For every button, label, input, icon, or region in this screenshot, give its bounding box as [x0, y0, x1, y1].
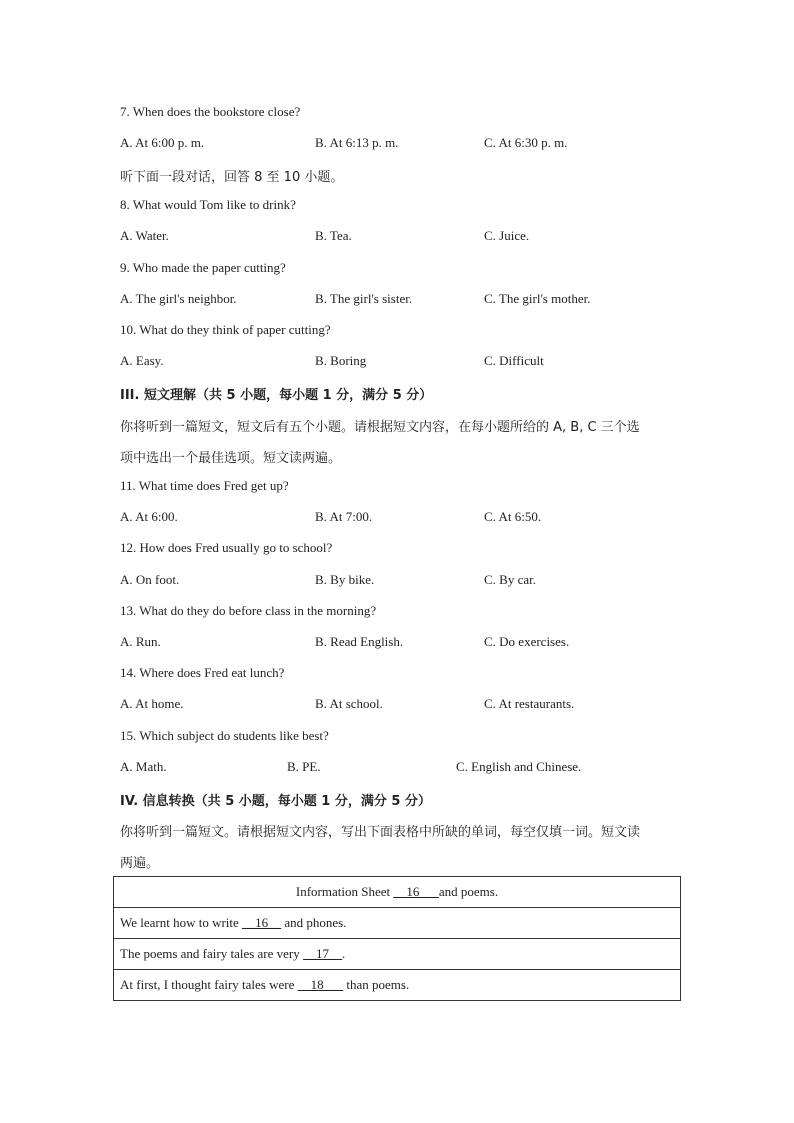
cell-text: .	[342, 946, 346, 961]
section-3-instruction-1: 你将听到一篇短文，短文后有五个小题。请根据短文内容，在每小题所给的 A, B, C 三个选	[120, 420, 640, 435]
table-cell	[114, 939, 681, 970]
q10-option-c: C. Difficult	[484, 353, 544, 368]
cell-text: The poems and fairy tales are very	[120, 946, 304, 961]
table-cell-header	[114, 877, 681, 908]
q13-option-a: A. Run.	[120, 634, 161, 649]
q11-option-b: B. At 7:00.	[315, 509, 373, 524]
blank-16[interactable]: __16___	[393, 884, 439, 899]
q14-option-a: A. At home.	[120, 696, 184, 711]
q8-option-a: A. Water.	[120, 228, 169, 243]
q13-option-c: C. Do exercises.	[484, 634, 570, 649]
question-8: 8. What would Tom like to drink?	[120, 197, 296, 212]
question-14: 14. Where does Fred eat lunch?	[120, 665, 285, 680]
section-3-instruction-2: 项中选出一个最佳选项。短文读两遍。	[120, 451, 342, 466]
section-4-heading: IV. 信息转换（共 5 小题，每小题 1 分，满分 5 分）	[120, 794, 431, 809]
q11-option-c: C. At 6:50.	[484, 509, 542, 524]
cell-text: and phones.	[281, 915, 347, 930]
q12-option-a: A. On foot.	[120, 572, 180, 587]
table-row	[114, 877, 681, 908]
q13-option-b: B. Read English.	[315, 634, 404, 649]
section-3-heading: III. 短文理解（共 5 小题，每小题 1 分，满分 5 分）	[120, 388, 433, 403]
question-11: 11. What time does Fred get up?	[120, 478, 289, 493]
instruction-8-10: 听下面一段对话，回答 8 至 10 小题。	[120, 170, 344, 185]
q15-option-a: A. Math.	[120, 759, 167, 774]
table-row	[114, 970, 681, 1001]
table-cell	[114, 970, 681, 1001]
cell-text: Information Sheet	[295, 884, 394, 899]
q12-option-c: C. By car.	[484, 572, 536, 587]
table-row	[114, 908, 681, 939]
q14-option-c: C. At restaurants.	[484, 696, 575, 711]
q7-option-b: B. At 6:13 p. m.	[315, 135, 399, 150]
q10-option-a: A. Easy.	[120, 353, 164, 368]
q12-option-b: B. By bike.	[315, 572, 375, 587]
q8-option-c: C. Juice.	[484, 228, 530, 243]
question-15: 15. Which subject do students like best?	[120, 728, 329, 743]
blank-16[interactable]: __16__	[242, 915, 282, 930]
cell-text: At first, I thought fairy tales were	[120, 977, 298, 992]
information-table	[113, 876, 681, 1001]
question-12: 12. How does Fred usually go to school?	[120, 540, 333, 555]
q7-option-c: C. At 6:30 p. m.	[484, 135, 568, 150]
q8-option-b: B. Tea.	[315, 228, 352, 243]
q14-option-b: B. At school.	[315, 696, 383, 711]
q15-option-b: B. PE.	[287, 759, 321, 774]
table-row	[114, 939, 681, 970]
q9-option-a: A. The girl's neighbor.	[120, 291, 237, 306]
question-7: 7. When does the bookstore close?	[120, 104, 301, 119]
blank-17[interactable]: __17__	[303, 946, 343, 961]
cell-text: than poems.	[343, 977, 410, 992]
q11-option-a: A. At 6:00.	[120, 509, 178, 524]
cell-text: We learnt how to write	[120, 915, 243, 930]
q7-option-a: A. At 6:00 p. m.	[120, 135, 205, 150]
blank-18[interactable]: __18___	[297, 977, 344, 992]
q15-option-c: C. English and Chinese.	[456, 759, 582, 774]
q10-option-b: B. Boring	[315, 353, 367, 368]
table-cell	[114, 908, 681, 939]
section-4-instruction-2: 两遍。	[120, 856, 160, 871]
question-10: 10. What do they think of paper cutting?	[120, 322, 331, 337]
section-4-instruction-1: 你将听到一篇短文。请根据短文内容，写出下面表格中所缺的单词，每空仅填一词。短文读	[120, 825, 641, 840]
q9-option-b: B. The girl's sister.	[315, 291, 413, 306]
question-9: 9. Who made the paper cutting?	[120, 260, 286, 275]
cell-text: and poems.	[438, 884, 499, 899]
q9-option-c: C. The girl's mother.	[484, 291, 591, 306]
question-13: 13. What do they do before class in the morning?	[120, 603, 377, 618]
